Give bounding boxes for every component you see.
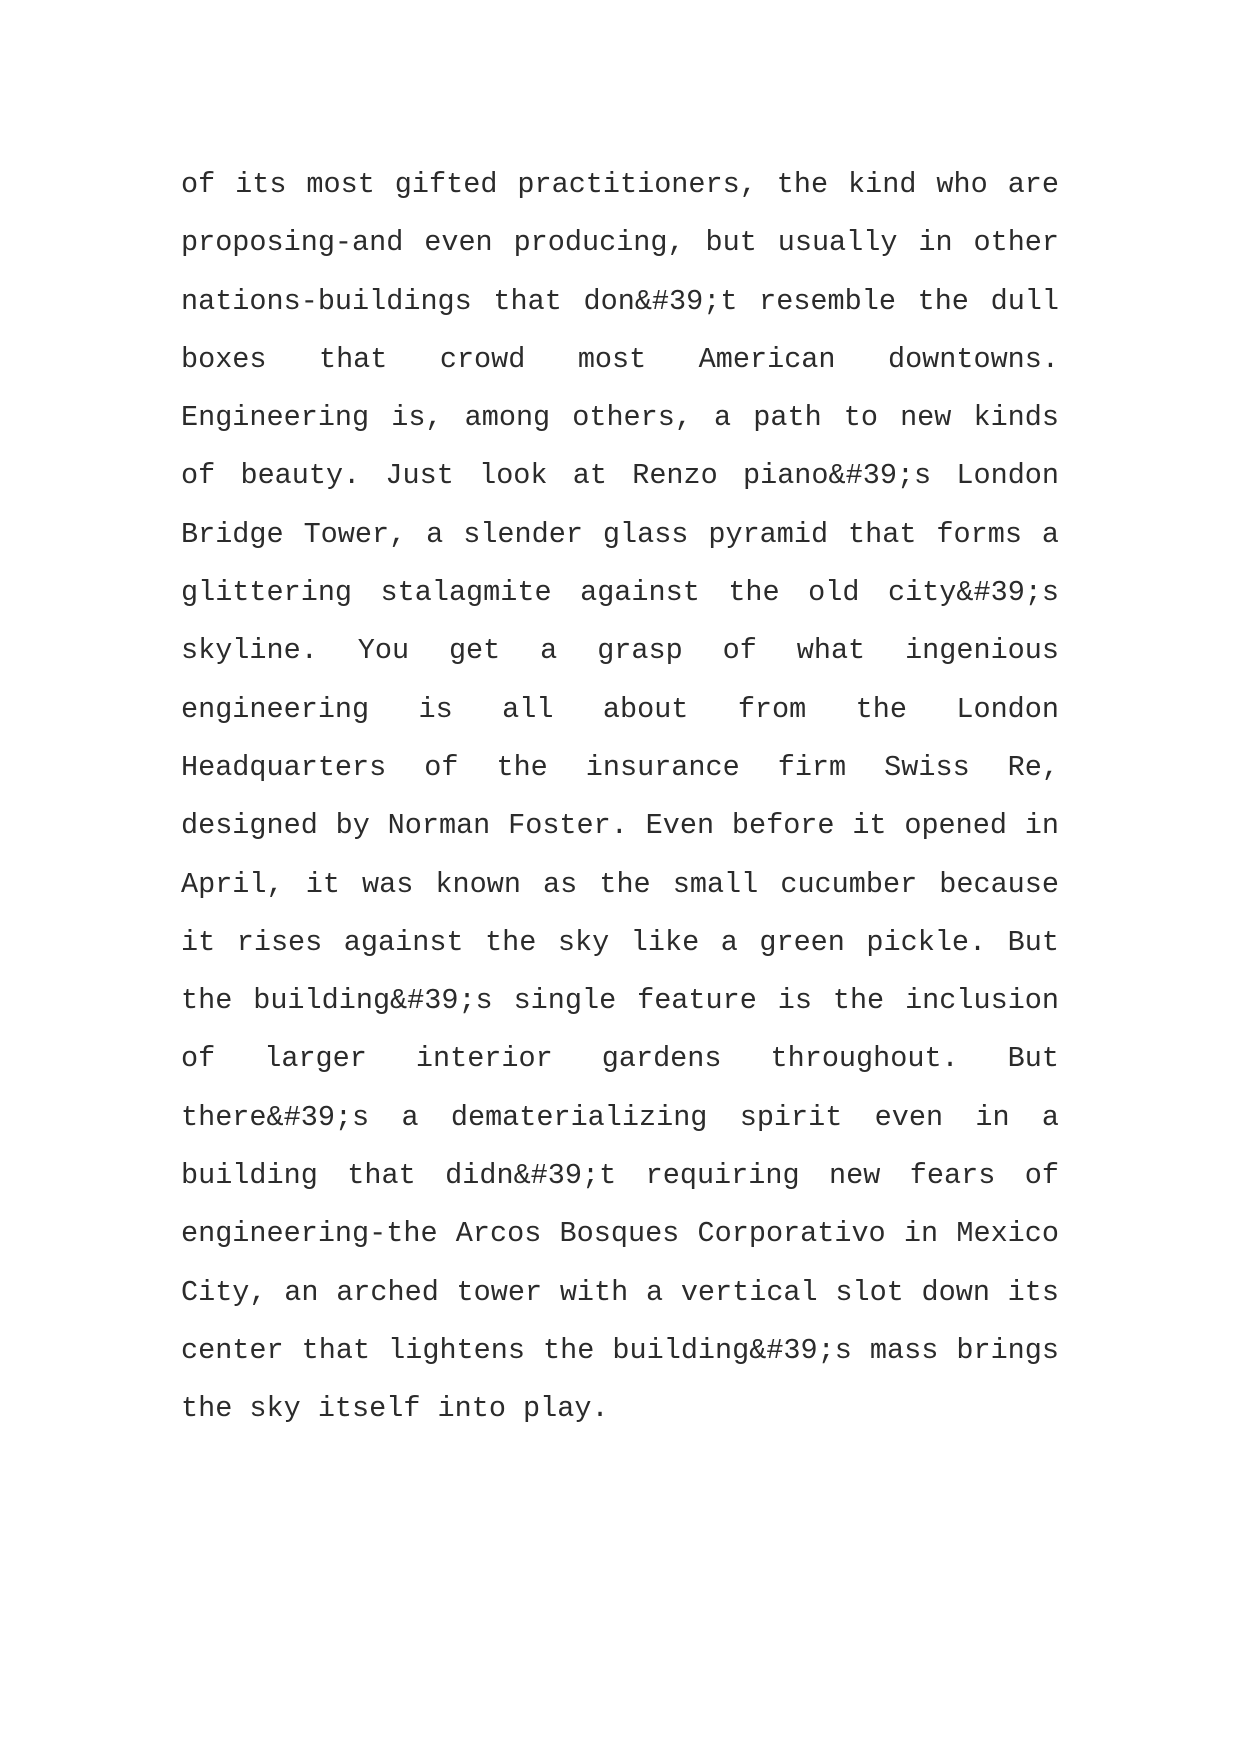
text-line: Engineering is, among others, a path to new kinds	[181, 401, 1059, 435]
text-line: City, an arched tower with a vertical slot down its	[181, 1275, 1059, 1309]
text-line: designed by Norman Foster. Even before it opened in	[181, 809, 1059, 843]
text-line: skyline. You get a grasp of what ingenious	[181, 634, 1059, 668]
text-line: the building&#39;s single feature is the inclusion	[181, 984, 1059, 1018]
text-line: glittering stalagmite against the old city&#39;s	[181, 576, 1059, 610]
text-line: proposing-and even producing, but usually in other	[181, 226, 1059, 260]
text-line: it rises against the sky like a green pickle. But	[181, 925, 1059, 959]
text-line: Bridge Tower, a slender glass pyramid that forms a	[181, 517, 1059, 551]
text-line: of larger interior gardens throughout. But	[181, 1042, 1059, 1076]
text-line: center that lightens the building&#39;s mass brings	[181, 1333, 1059, 1367]
text-line: boxes that crowd most American downtowns.	[181, 342, 1059, 376]
text-line: April, it was known as the small cucumber because	[181, 867, 1059, 901]
paragraph-text	[181, 156, 1059, 1439]
text-line: of beauty. Just look at Renzo piano&#39;s London	[181, 459, 1059, 493]
text-line: of its most gifted practitioners, the kind who are	[181, 168, 1059, 201]
text-line: nations-buildings that don&#39;t resemble the dull	[181, 284, 1059, 318]
text-line: there&#39;s a dematerializing spirit even in a	[181, 1100, 1059, 1134]
text-line: engineering is all about from the London	[181, 692, 1059, 726]
text-line: building that didn&#39;t requiring new fears of	[181, 1159, 1059, 1193]
text-line: Headquarters of the insurance firm Swiss Re,	[181, 750, 1059, 784]
text-line: the sky itself into play.	[181, 1392, 609, 1426]
text-line: engineering-the Arcos Bosques Corporativo in Mexico	[181, 1217, 1059, 1251]
